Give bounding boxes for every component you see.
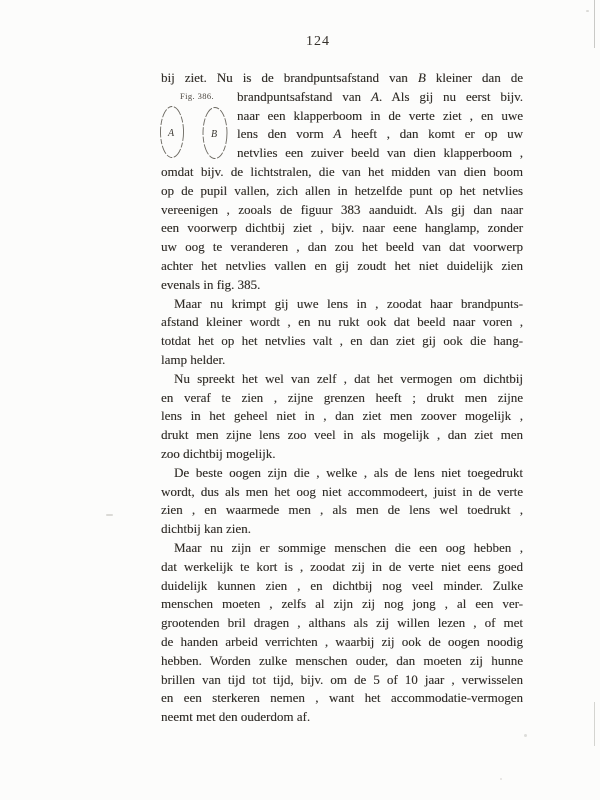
- scan-speck: [524, 734, 527, 737]
- text-line: neemt met den ouderdom af.: [161, 709, 311, 725]
- text-line: grootenden bril dragen , althans als zij willen lezen , of met: [161, 615, 523, 631]
- text-line: Nu spreekt het wel van zelf , dat het vermogen om dichtbij: [174, 370, 523, 386]
- text-line: naar een klapperboom in de verte ziet , en uwe: [237, 107, 523, 123]
- scan-speck: [500, 778, 502, 780]
- text-line: netvlies een zuiver beeld van dien klapperboom ,: [237, 145, 523, 161]
- text-line: afstand kleiner wordt , en nu rukt ook dat beeld naar voren ,: [161, 314, 523, 330]
- text-line: drukt men zijne lens zoo veel in als mogelijk , dan ziet men: [161, 427, 523, 443]
- text-line: duidelijk kunnen zien , en dichtbij nog veel minder. Zulke: [161, 577, 523, 593]
- text-line: brandpuntsafstand van A. Als gij nu eerst bijv.: [237, 88, 523, 104]
- text-line: menschen moeten , zelfs al zijn zij nog jong , al een ver-: [161, 596, 523, 612]
- body-text: [161, 69, 523, 727]
- text-line: totdat het op het netvlies valt , en dan ziet gij ook die hang-: [161, 333, 523, 349]
- text-line: hebben. Worden zulke menschen ouder, dan moeten zij hunne: [161, 652, 523, 668]
- text-line: bij ziet. Nu is de brandpuntsafstand van B kleiner dan de: [161, 70, 523, 85]
- text-line: Maar nu krimpt gij uwe lens in , zoodat haar brandpunts-: [174, 295, 523, 311]
- text-line: en een sterkeren nemen , want het accommodatie-vermogen: [161, 690, 523, 706]
- page-edge-artifact: [594, 702, 595, 746]
- text-line: lens den vorm A heeft , dan komt er op uw: [237, 126, 523, 142]
- text-line: zien , en waarmede men , als men de lens wel toedrukt ,: [161, 502, 523, 518]
- text-line: evenals in fig. 385.: [161, 276, 261, 292]
- text-line: de handen arbeid verrichten , waarbij zij ook de oogen noodig: [161, 633, 523, 649]
- text-line: uw oog te veranderen , dan zou het beeld van dat voorwerp: [161, 239, 523, 255]
- text-line: vereenigen , zooals de figuur 383 aanduidt. Als gij dan naar: [161, 201, 523, 217]
- text-line: dichtbij kan zien.: [161, 521, 251, 537]
- text-line: lens in het geheel niet in , dan ziet men zoover mogelijk ,: [161, 408, 523, 424]
- scan-speck: [106, 514, 113, 516]
- text-line: omdat bijv. de lichtstralen, die van het midden van dien boom: [161, 163, 523, 179]
- text-line: De beste oogen zijn die , welke , als de lens niet toegedrukt: [174, 464, 523, 480]
- text-line: achter het netvlies vallen en gij zoudt het niet duidelijk zien: [161, 257, 523, 273]
- text-line: een voorwerp dichtbij ziet , bijv. naar eene hanglamp, zonder: [161, 220, 523, 236]
- figure-caption: Fig. 386.: [180, 91, 215, 101]
- lens-b-label: B: [211, 129, 218, 140]
- scan-speck: [586, 10, 589, 12]
- page-edge-artifact: [594, 0, 595, 48]
- text-line: lamp helder.: [161, 351, 226, 367]
- text-line: op de pupil vallen, zich allen in hetzelfde punt op het netvlies: [161, 182, 523, 198]
- text-line: brillen van tijd tot tijd, bijv. om de 5 of 10 jaar , verwisselen: [161, 671, 523, 687]
- lens-a-label: A: [168, 128, 175, 139]
- text-line: dat werkelijk te kort is , zoodat zij in de verte niet eens goed: [161, 558, 523, 574]
- text-line: Maar nu zijn er sommige menschen die een oog hebben ,: [174, 539, 523, 555]
- text-line: wordt, dus als men het oog niet accommodeert, juist in de verte: [161, 483, 523, 499]
- text-line: zoo dichtbij mogelijk.: [161, 445, 276, 461]
- page-number: 124: [306, 34, 330, 49]
- text-line: en veraf te zien , zijne grenzen heeft ; drukt men zijne: [161, 389, 523, 405]
